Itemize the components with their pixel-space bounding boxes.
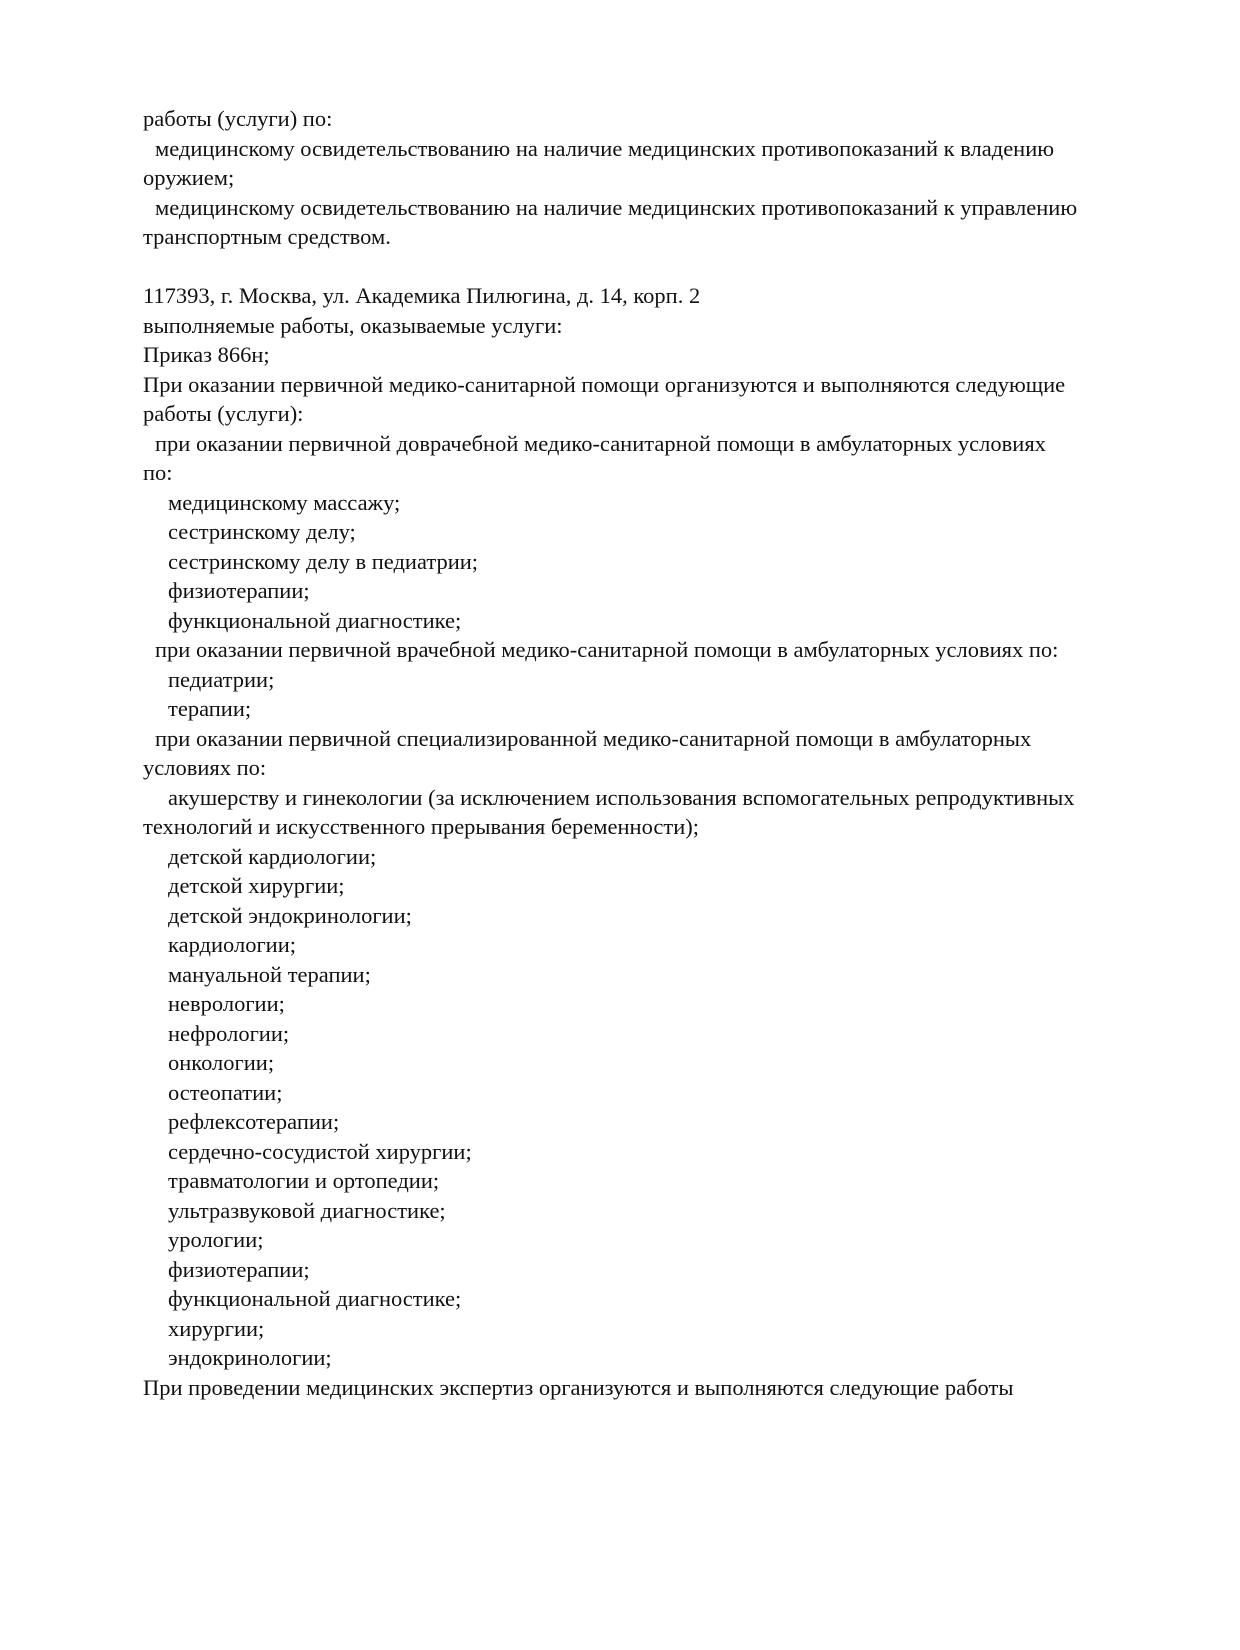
text-line: оружием; (143, 165, 235, 190)
list-item: неврологии; (168, 991, 285, 1016)
list-item: онкологии; (168, 1050, 275, 1075)
list-item: физиотерапии; (168, 1256, 310, 1282)
section-header: при оказании первичной доврачебной медико-санитарной помощи в амбулаторных условиях (155, 430, 1046, 456)
list-item: урологии; (168, 1227, 264, 1252)
text-line: выполняемые работы, оказываемые услуги: (143, 312, 563, 338)
text-line: При оказании первичной медико-санитарной помощи организуются и выполняются следующие (143, 371, 1066, 397)
section-header: условиях по: (143, 755, 267, 780)
list-item: рефлексотерапии; (168, 1109, 340, 1134)
list-item: физиотерапии; (168, 578, 310, 603)
list-item: сестринскому делу в педиатрии; (168, 548, 479, 574)
list-item: функциональной диагностике; (168, 607, 462, 633)
list-item: нефрологии; (168, 1020, 290, 1046)
list-item: эндокринологии; (168, 1345, 332, 1370)
list-item: акушерству и гинекологии (за исключением использования вспомогательных репродуктивных (168, 784, 1075, 810)
address-line: 117393, г. Москва, ул. Академика Пилюгина, д. 14, корп. 2 (143, 283, 701, 308)
text-line: Приказ 866н; (143, 342, 270, 367)
list-item: ультразвуковой диагностике; (168, 1197, 446, 1223)
list-item: мануальной терапии; (168, 961, 371, 987)
text-line: транспортным средством. (143, 224, 391, 249)
section-header: при оказании первичной специализированной медико-санитарной помощи в амбулаторных (155, 725, 1032, 751)
section-header: при оказании первичной врачебной медико-санитарной помощи в амбулаторных условиях по: (155, 637, 1059, 662)
list-item: педиатрии; (168, 666, 275, 692)
list-item: хирургии; (168, 1315, 265, 1341)
list-item: терапии; (168, 696, 252, 721)
closing-line: При проведении медицинских экспертиз организуются и выполняются следующие работы (143, 1374, 1014, 1400)
list-item: детской хирургии; (168, 873, 345, 898)
list-item: технологий и искусственного прерывания беременности); (143, 814, 700, 839)
document-body (143, 104, 1153, 1402)
paragraph-gap (143, 252, 1153, 282)
list-item: сердечно-сосудистой хирургии; (168, 1138, 472, 1164)
section-header: по: (143, 460, 173, 485)
list-item: детской эндокринологии; (168, 902, 412, 928)
text-line: медицинскому освидетельствованию на наличие медицинских противопоказаний к владению (155, 135, 1055, 161)
list-item: медицинскому массажу; (168, 489, 401, 515)
list-item: остеопатии; (168, 1079, 283, 1105)
text-line: работы (услуги): (143, 401, 304, 426)
list-item: кардиологии; (168, 932, 297, 957)
text-line: работы (услуги) по: (143, 106, 333, 131)
list-item: функциональной диагностике; (168, 1286, 462, 1311)
list-item: сестринскому делу; (168, 519, 356, 544)
text-line: медицинскому освидетельствованию на наличие медицинских противопоказаний к управлению (155, 194, 1078, 220)
list-item: детской кардиологии; (168, 843, 377, 869)
list-item: травматологии и ортопедии; (168, 1168, 440, 1193)
